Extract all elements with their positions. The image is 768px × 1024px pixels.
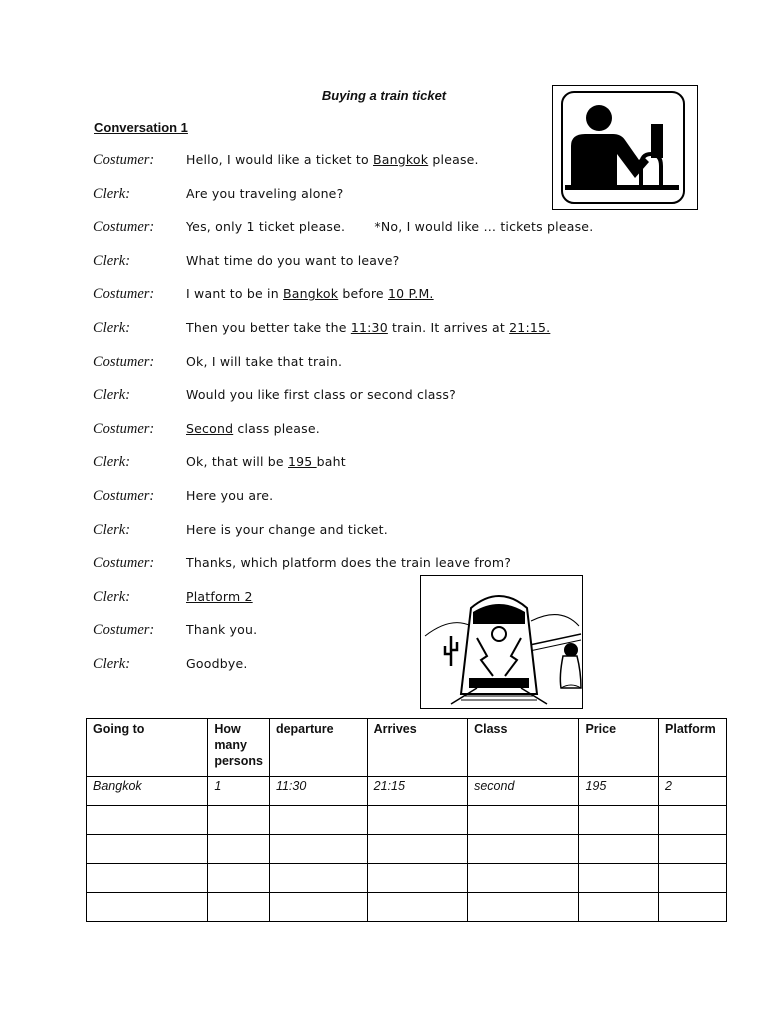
speech-text: [186, 354, 342, 369]
speaker-label: Clerk:: [93, 588, 131, 605]
answer-underlined: 21:15.: [509, 320, 551, 335]
table-cell: 2: [659, 777, 727, 806]
speech-segment: Yes, only 1 ticket please. *No, I would like … tickets please.: [186, 219, 594, 235]
table-row: [87, 806, 727, 835]
table-row: [87, 777, 727, 806]
table-cell: [579, 835, 659, 864]
speaker-label: Costumer:: [93, 353, 155, 370]
speech-text: [186, 488, 273, 503]
conversation-heading: Conversation 1: [94, 120, 188, 135]
table-cell: [468, 893, 579, 922]
table-cell: [659, 864, 727, 893]
table-cell: [468, 806, 579, 835]
speaker-label: Costumer:: [93, 555, 155, 572]
column-header: Arrives: [367, 719, 467, 777]
speech-text: [186, 152, 479, 167]
table-cell: [367, 893, 467, 922]
table-cell: 195: [579, 777, 659, 806]
answer-underlined: 195: [288, 454, 317, 470]
speaker-label: Clerk:: [93, 252, 131, 269]
speech-text: [186, 421, 320, 436]
speaker-label: Costumer:: [93, 152, 155, 168]
table-cell: 21:15: [367, 777, 467, 806]
table-cell: [367, 864, 467, 893]
table-row: [87, 864, 727, 893]
speech-text: [186, 186, 343, 201]
speaker-label: Costumer:: [93, 420, 155, 437]
table-cell: [87, 864, 208, 893]
column-header: Price: [579, 719, 659, 777]
speech-text: [186, 387, 456, 402]
speaker-label: Clerk:: [93, 656, 131, 672]
speech-text: [186, 219, 593, 234]
ticket-clerk-pictogram-icon: [552, 85, 698, 210]
table-header-row: [87, 719, 727, 777]
column-header: Going to: [87, 719, 208, 777]
page-title: Buying a train ticket: [321, 88, 447, 103]
speech-segment: before: [338, 286, 388, 302]
table-cell: [269, 864, 367, 893]
speech-segment: Here is your change and ticket.: [186, 521, 388, 537]
table-cell: second: [468, 777, 579, 806]
table-cell: [468, 835, 579, 864]
speech-segment: Here you are.: [186, 488, 274, 503]
table-cell: 1: [208, 777, 270, 806]
speech-segment: Are you traveling alone?: [186, 185, 344, 201]
column-header: How many persons: [208, 719, 270, 777]
speaker-label: Costumer:: [93, 488, 155, 504]
table-cell: [87, 806, 208, 835]
table-cell: [367, 806, 467, 835]
table-cell: [659, 893, 727, 922]
speaker-label: Costumer:: [93, 622, 155, 639]
speech-text: [186, 253, 399, 268]
speech-segment: I want to be in: [186, 286, 284, 302]
table-cell: [659, 806, 727, 835]
answer-underlined: 10 P.M.: [388, 286, 434, 302]
speech-text: [186, 589, 253, 604]
answer-underlined: Second: [186, 420, 234, 436]
answer-underlined: 11:30: [350, 320, 388, 335]
speech-segment: baht: [316, 454, 346, 470]
answer-underlined: Bangkok: [283, 286, 339, 302]
speech-segment: What time do you want to leave?: [186, 252, 400, 268]
speech-segment: Goodbye.: [186, 656, 248, 671]
speech-segment: Thank you.: [186, 622, 258, 638]
table-cell: [367, 835, 467, 864]
table-cell: [269, 806, 367, 835]
speech-segment: please.: [428, 152, 479, 167]
table-cell: [208, 835, 270, 864]
speech-segment: class please.: [233, 420, 320, 436]
speaker-label: Costumer:: [93, 286, 155, 303]
ticket-table: [86, 718, 727, 922]
speech-text: [186, 656, 248, 671]
table-body: [87, 777, 727, 922]
table-cell: [269, 835, 367, 864]
speaker-label: Clerk:: [93, 387, 131, 404]
speech-segment: Ok, that will be: [186, 454, 288, 470]
table-cell: [87, 835, 208, 864]
speech-segment: Would you like first class or second class?: [186, 387, 456, 403]
speech-segment: Hello, I would like a ticket to: [186, 152, 374, 167]
speech-text: [186, 286, 434, 301]
speech-segment: train. It arrives at: [387, 320, 510, 335]
speaker-label: Clerk:: [93, 185, 131, 202]
answer-underlined: Bangkok: [373, 152, 429, 167]
speech-segment: Ok, I will take that train.: [186, 353, 343, 369]
table-cell: 11:30: [269, 777, 367, 806]
speech-text: [186, 320, 550, 335]
table-cell: [87, 893, 208, 922]
speaker-label: Clerk:: [93, 320, 131, 336]
train-illustration-icon: [420, 575, 583, 709]
table-cell: [208, 864, 270, 893]
speech-text: [186, 454, 346, 469]
table-cell: [208, 806, 270, 835]
table-cell: [579, 864, 659, 893]
table-cell: [659, 835, 727, 864]
table-cell: [468, 864, 579, 893]
table-cell: [579, 893, 659, 922]
column-header: Platform: [659, 719, 727, 777]
speaker-label: Clerk:: [93, 454, 131, 471]
speech-text: [186, 522, 388, 537]
table-cell: [579, 806, 659, 835]
answer-underlined: Platform 2: [186, 588, 253, 604]
table-row: [87, 835, 727, 864]
speech-segment: Thanks, which platform does the train leave from?: [186, 555, 512, 571]
column-header: departure: [269, 719, 367, 777]
table-cell: [269, 893, 367, 922]
speaker-label: Clerk:: [93, 521, 131, 538]
table-cell: [208, 893, 270, 922]
speech-segment: Then you better take the: [186, 320, 351, 335]
table-row: [87, 893, 727, 922]
table-cell: Bangkok: [87, 777, 208, 806]
speaker-label: Costumer:: [93, 219, 155, 236]
speech-text: [186, 622, 257, 637]
column-header: Class: [468, 719, 579, 777]
speech-text: [186, 555, 511, 570]
